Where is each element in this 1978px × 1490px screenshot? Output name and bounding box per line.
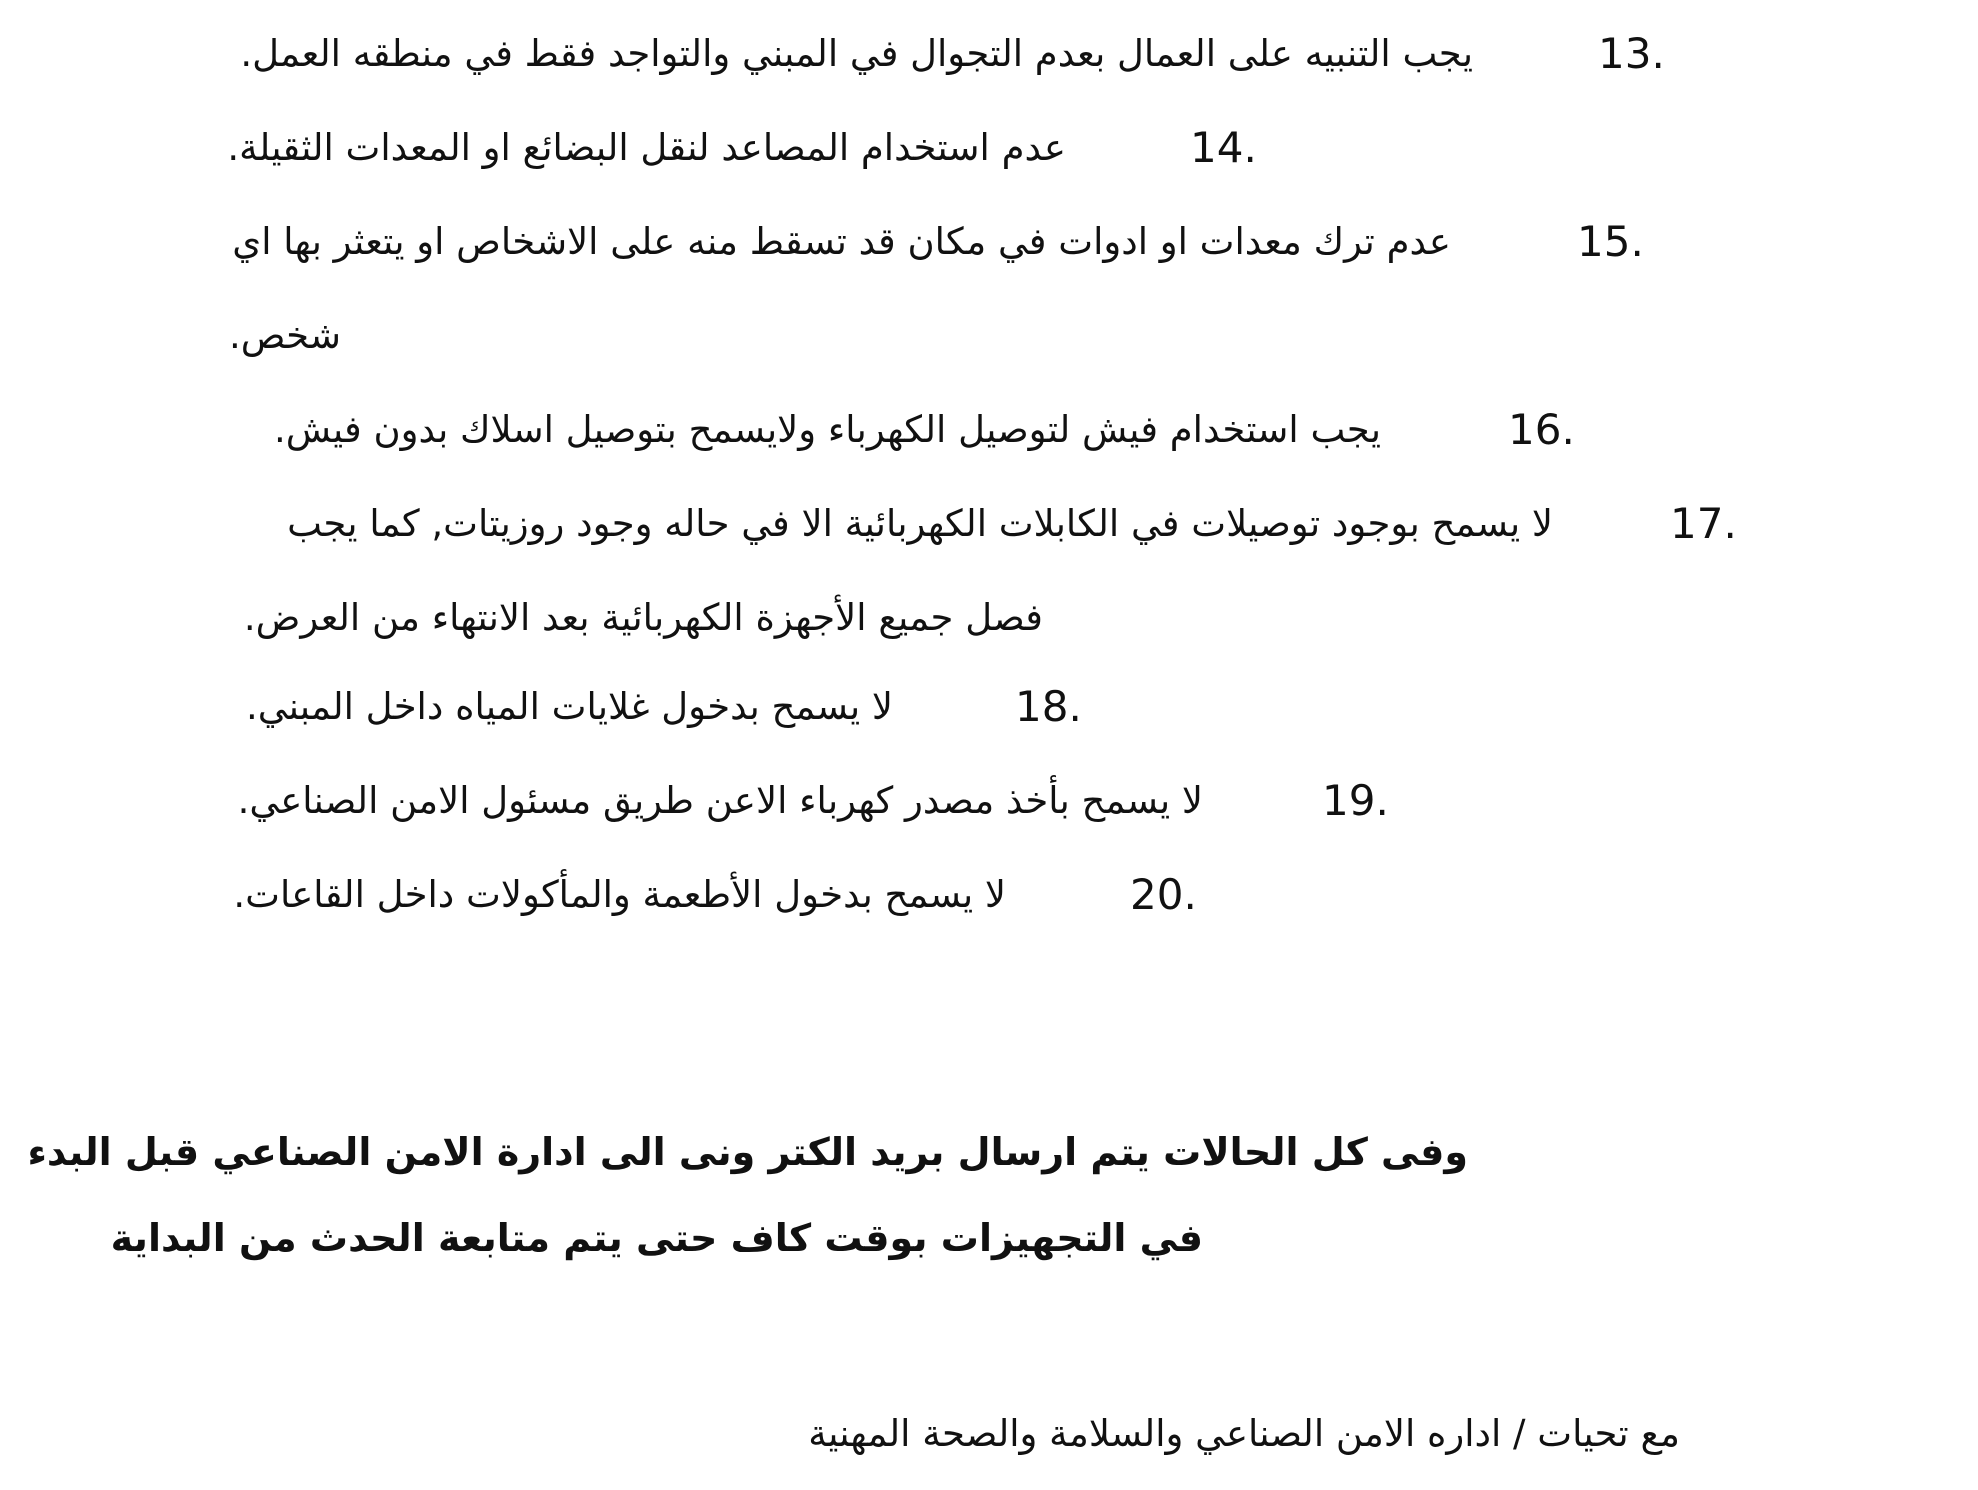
- item-16-number: 16.: [1508, 405, 1575, 454]
- item-20-number: 20.: [1130, 870, 1197, 919]
- item-19-text: لا يسمح بأخذ مصدر كهرباء الاعن طريق مسئول الامن الصناعي.: [237, 779, 1203, 822]
- item-17-text-line1: لا يسمح بوجود توصيلات في الكابلات الكهربائية الا في حاله وجود روزيتات, كما يجب: [287, 502, 1553, 545]
- notice-line-1: وفى كل الحالات يتم ارسال بريد الكتر ونى الى ادارة الامن الصناعي قبل البدء: [27, 1130, 1468, 1174]
- item-15-text-line2: شخص.: [229, 314, 341, 357]
- item-17-text-line2: فصل جميع الأجهزة الكهربائية بعد الانتهاء من العرض.: [243, 596, 1043, 639]
- item-18-number: 18.: [1015, 682, 1082, 731]
- notice-line-2: في التجهيزات بوقت كاف حتى يتم متابعة الحدث من البداية: [110, 1216, 1203, 1260]
- signature: مع تحيات / اداره الامن الصناعي والسلامة والصحة المهنية: [808, 1412, 1680, 1455]
- item-15-number: 15.: [1577, 217, 1644, 266]
- item-14-text: عدم استخدام المصاعد لنقل البضائع او المعدات الثقيلة.: [227, 126, 1066, 169]
- item-14-number: 14.: [1190, 123, 1257, 172]
- item-20-text: لا يسمح بدخول الأطعمة والمأكولات داخل القاعات.: [233, 873, 1006, 916]
- item-16-text: يجب استخدام فيش لتوصيل الكهرباء ولايسمح بتوصيل اسلاك بدون فيش.: [273, 408, 1381, 451]
- item-13-text: يجب التنبيه على العمال بعدم التجوال في المبني والتواجد فقط في منطقه العمل.: [240, 32, 1473, 75]
- item-15-text-line1: عدم ترك معدات او ادوات في مكان قد تسقط منه على الاشخاص او يتعثر بها اي: [232, 220, 1451, 263]
- item-17-number: 17.: [1670, 499, 1737, 548]
- item-18-text: لا يسمح بدخول غلايات المياه داخل المبني.: [246, 685, 893, 728]
- item-13-number: 13.: [1598, 29, 1665, 78]
- item-19-number: 19.: [1322, 776, 1389, 825]
